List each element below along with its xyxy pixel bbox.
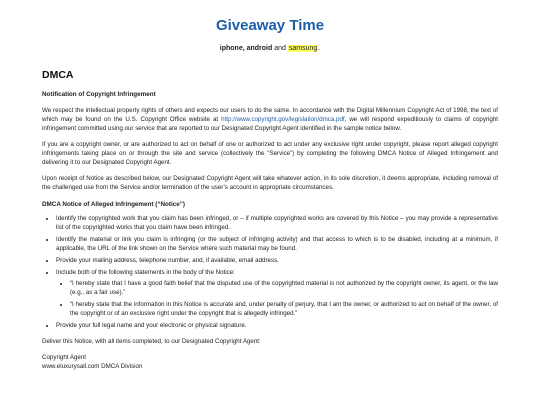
tagline-devices: iphone, android <box>219 45 273 52</box>
tagline-highlight: samsung <box>288 45 318 52</box>
page-title: DMCA <box>42 69 74 81</box>
receipt-paragraph: Upon receipt of Notice as described below, our Designated Copyright Agent will take whatever action, in its sole discretion, it deems appropriate, including removal of the challenged use from the Service and/or termination of the user’s account in appropriate circumstances. <box>42 175 498 191</box>
notice-requirements-list <box>42 214 498 330</box>
list-item-text: Include both of the following statements in the body of the Notice: <box>56 269 235 276</box>
statement-item: • “I hereby state that the information in this Notice is accurate and, under penalty of perjury, that I am the owner, or authorized to act on behalf of the owner, of the copyright or of an exclusive right under the copyright that is allegedly infringed.” <box>70 300 498 318</box>
site-title[interactable]: Giveaway Time <box>215 17 325 34</box>
statement-item: • “I hereby state that I have a good faith belief that the disputed use of the copyrighted material is not authorized by the copyright owner, its agent, or the law (e.g., as a fair use).” <box>70 279 498 297</box>
owner-paragraph: If you are a copyright owner, or are authorized to act on behalf of one or authorized to act under any exclusive right under copyright, please report alleged copyright infringements taking place on or through the site and service (collectively the “Service”) by completing the following DMCA Notice of Alleged Infringement and delivering it to our Designated Copyright Agent. <box>42 141 498 166</box>
notice-heading: DMCA Notice of Alleged Infringement (“Notice”) <box>42 201 185 208</box>
intro-paragraph <box>42 106 498 133</box>
notification-heading: Notification of Copyright Infringement <box>42 91 156 98</box>
agent-title: Copyright Agent <box>42 354 87 361</box>
dmca-pdf-link[interactable]: http://www.copyright.gov/legislation/dmca.pdf <box>221 116 345 123</box>
intro-text-end: , we will respond expeditiously to claims of copyright infringement committed using our service that are reported to our Designated Copyright Agent identified in the sample notice below. <box>42 116 498 132</box>
list-item: • Identify the copyrighted work that you claim has been infringed, or – if multiple copyrighted works are covered by this Notice – you may provide a representative list of the copyrighted works that you claim have been infringed. <box>56 214 498 232</box>
tagline-end: . <box>318 45 321 52</box>
agent-contact <box>42 353 498 371</box>
statements-list <box>56 279 498 318</box>
list-item: • Provide your mailing address, telephone number, and, if available, email address. <box>56 256 498 265</box>
site-tagline <box>42 44 498 54</box>
deliver-paragraph: Deliver this Notice, with all items completed, to our Designated Copyright Agent: <box>42 338 261 345</box>
agent-division: www.eluxurysall.com DMCA Division <box>42 363 143 370</box>
list-item: • Provide your full legal name and your electronic or physical signature. <box>56 321 498 330</box>
intro-text-start: We respect the intellectual property rights of others and expects our users to do the same. In accordance with the Digital Millennium Copyright Act of 1998, the text of which may be found on the U.S. Copyright Office website at <box>42 107 498 123</box>
tagline-and: and <box>272 45 288 52</box>
list-item: • Identify the material or link you claim is infringing (or the subject of infringing activity) and that access to which is to be disabled, including at a minimum, if applicable, the URL of the link shown on the Service where such material may be found. <box>56 235 498 253</box>
list-item <box>56 268 498 318</box>
